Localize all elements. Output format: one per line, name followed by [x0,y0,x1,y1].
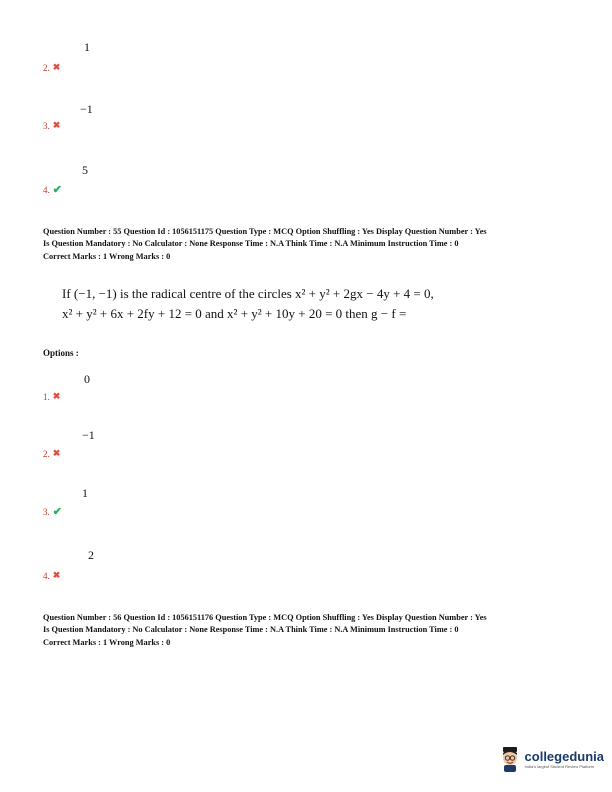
option-number [43,505,62,518]
option-number [43,120,60,131]
option-number [43,570,60,581]
meta-line: Is Question Mandatory : No Calculator : None Response Time : N.A Think Time : N.A Minimum Instruction Time : 0 [43,239,459,249]
question-meta [43,226,573,263]
logo-name: collegedunia [524,749,604,764]
option-number [43,183,62,196]
meta-line: Correct Marks : 1 Wrong Marks : 0 [43,251,171,261]
option-number-label: 3. [43,506,50,517]
question-meta [43,612,573,649]
option-value: 1 [84,40,90,54]
wrong-mark-icon: ✖ [52,62,61,72]
correct-check-icon: ✔ [52,184,62,196]
meta-line: Question Number : 56 Question Id : 1056151176 Question Type : MCQ Option Shuffling : Yes Display Question Number : Yes [43,613,487,622]
question-line-1: If (−1, −1) is the radical centre of the circles x² + y² + 2gx − 4y + 4 = 0, [62,286,434,301]
option-value: 1 [82,486,88,500]
correct-check-icon: ✔ [52,506,62,518]
logo-tagline: India's largest Student Review Platform [524,764,595,769]
option-value: 0 [84,372,90,386]
option-number [43,448,60,459]
option-value: 2 [88,548,94,562]
option-value: −1 [80,102,93,116]
meta-line: Is Question Mandatory : No Calculator : None Response Time : N.A Think Time : N.A Minimum Instruction Time : 0 [43,625,459,635]
meta-line: Correct Marks : 1 Wrong Marks : 0 [43,637,171,647]
option-number [43,62,60,73]
option-number-label: 4. [43,184,50,195]
wrong-mark-icon: ✖ [52,391,61,401]
option-number-label: 2. [43,448,50,459]
option-number [43,391,60,402]
wrong-mark-icon: ✖ [52,448,61,458]
wrong-mark-icon: ✖ [52,570,61,580]
option-value: −1 [82,428,95,442]
question-text [62,284,434,324]
options-label: Options : [43,348,79,358]
question-line-2: x² + y² + 6x + 2fy + 12 = 0 and x² + y² + 10y + 20 = 0 then g − f = [62,306,407,321]
option-number-label: 2. [43,62,50,73]
collegedunia-logo [499,746,604,772]
option-number-label: 3. [43,120,50,131]
meta-line: Question Number : 55 Question Id : 1056151175 Question Type : MCQ Option Shuffling : Yes Display Question Number : Yes [43,227,487,236]
wrong-mark-icon: ✖ [52,120,61,130]
option-number-label: 4. [43,570,50,581]
option-value: 5 [82,163,88,177]
option-number-label: 1. [43,391,50,402]
mascot-icon [499,746,521,772]
